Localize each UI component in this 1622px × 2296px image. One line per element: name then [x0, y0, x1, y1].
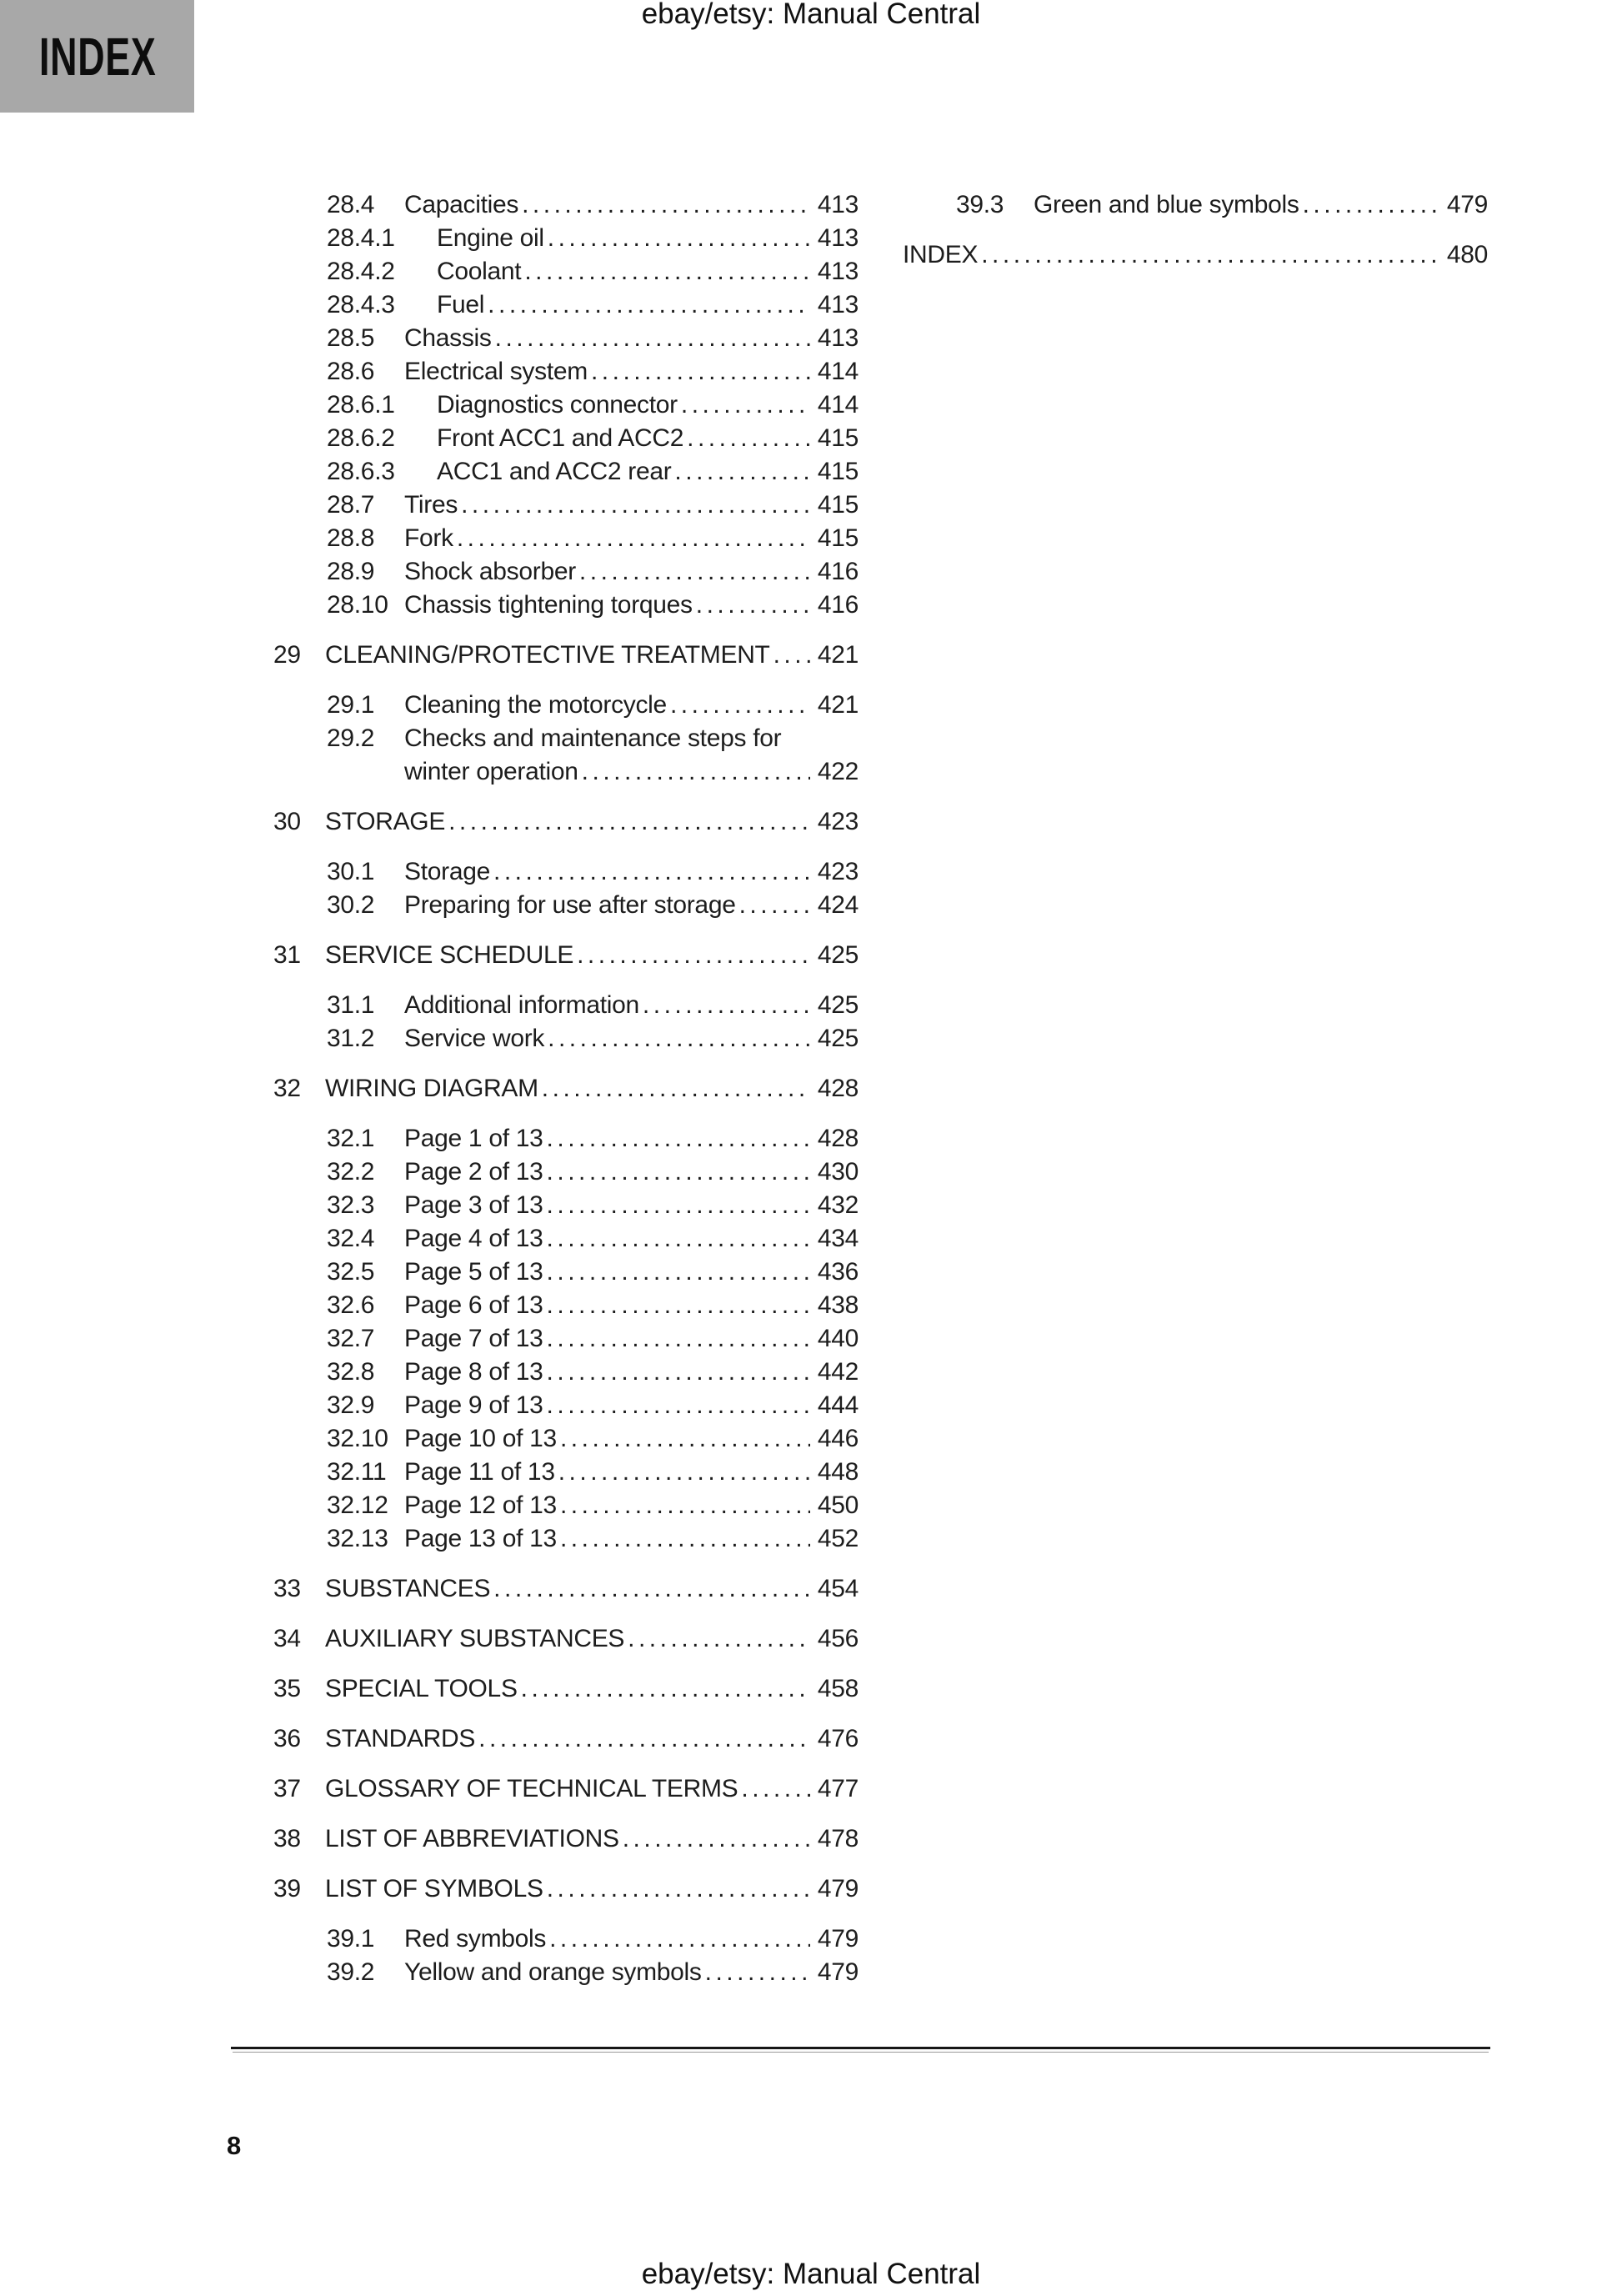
toc-entry-number: 31.1 [327, 991, 375, 1019]
toc-entry [273, 1122, 859, 1156]
toc-entry-title: LIST OF SYMBOLS [325, 1875, 543, 1902]
toc-entry-number: 28.10 [327, 591, 388, 619]
toc-entry-title: Page 3 of 13 [404, 1191, 543, 1219]
toc-entry [273, 1289, 859, 1322]
toc-entry [273, 288, 859, 322]
toc-entry-page: 425 [817, 1025, 859, 1052]
toc-entry [273, 322, 859, 355]
toc-entry [273, 855, 859, 889]
dot-leader [687, 422, 810, 455]
toc-entry-number: 32.5 [327, 1258, 375, 1286]
toc-entry [273, 1022, 859, 1055]
toc-entry-title: LIST OF ABBREVIATIONS [325, 1825, 619, 1852]
toc-entry-title: Fork [404, 524, 453, 552]
toc-entry [273, 1923, 859, 1956]
toc-entry-number: 28.6.2 [327, 424, 395, 452]
toc-entry-number: 28.6 [327, 358, 375, 385]
toc-entry-number: 31 [273, 941, 301, 969]
toc-entry [273, 1772, 859, 1806]
toc-entry [273, 1389, 859, 1422]
toc-entry [273, 1822, 859, 1856]
toc-entry [273, 1456, 859, 1489]
toc-entry [273, 1672, 859, 1706]
toc-entry-page: 414 [817, 391, 859, 419]
toc-entry-title: Fuel [437, 291, 485, 318]
toc-entry-page: 415 [817, 424, 859, 452]
toc-entry-page: 416 [817, 591, 859, 619]
header-title: ebay/etsy: Manual Central [641, 0, 981, 30]
toc-entry-title: Chassis tightening torques [404, 591, 693, 619]
toc-entry-number: 28.8 [327, 524, 375, 552]
toc-entry-title: Page 4 of 13 [404, 1225, 543, 1252]
toc-entry-number: 36 [273, 1725, 301, 1752]
toc-entry-title: SPECIAL TOOLS [325, 1675, 518, 1702]
dot-leader [521, 1672, 810, 1706]
toc-entry-page: 425 [817, 941, 859, 969]
toc-entry-page: 423 [817, 858, 859, 885]
toc-entry-page: 428 [817, 1075, 859, 1102]
dot-leader [741, 1772, 810, 1806]
dot-leader [548, 1022, 810, 1055]
toc-entry-title: GLOSSARY OF TECHNICAL TERMS [325, 1775, 738, 1802]
toc-entry [273, 1189, 859, 1222]
toc-entry [273, 805, 859, 839]
toc-entry-title: Electrical system [404, 358, 588, 385]
toc-entry-page: 413 [817, 291, 859, 318]
toc-entry-number: 32.1 [327, 1125, 375, 1152]
toc-entry-page: 452 [817, 1525, 859, 1552]
toc-entry-number: 28.4 [327, 191, 375, 218]
toc-entry-page: 438 [817, 1291, 859, 1319]
dot-leader [981, 238, 1439, 272]
toc-entry-number: 32.10 [327, 1425, 388, 1452]
toc-entry-page: 444 [817, 1391, 859, 1419]
toc-entry-page: 479 [817, 1875, 859, 1902]
toc-entry-title: SUBSTANCES [325, 1575, 491, 1602]
toc-entry [273, 1489, 859, 1522]
dot-leader [457, 522, 810, 555]
toc-entry-page: 479 [817, 1925, 859, 1953]
toc-entry [273, 639, 859, 672]
toc-entry-page: 458 [817, 1675, 859, 1702]
footer-page-number: 8 [227, 2131, 242, 2160]
toc-entry-title: STANDARDS [325, 1725, 476, 1752]
toc-entry [273, 1072, 859, 1105]
toc-entry [273, 1322, 859, 1356]
dot-leader [522, 188, 810, 222]
toc-entry-page: 432 [817, 1191, 859, 1219]
toc-entry-title: Page 11 of 13 [404, 1458, 555, 1486]
toc-entry-title: Green and blue symbols [1034, 191, 1299, 218]
dot-leader [773, 639, 810, 672]
toc-entry-number: 39.1 [327, 1925, 375, 1953]
toc-entry-page: 413 [817, 191, 859, 218]
toc-entry [273, 1872, 859, 1906]
toc-entry [273, 188, 859, 222]
toc-entry-title: Additional information [404, 991, 639, 1019]
toc-entry-title: STORAGE [325, 808, 446, 835]
toc-entry-title: Front ACC1 and ACC2 [437, 424, 684, 452]
toc-entry-page: 476 [817, 1725, 859, 1752]
toc-entry-number: 32.3 [327, 1191, 375, 1219]
dot-leader [560, 1422, 810, 1456]
toc-entry [273, 889, 859, 922]
toc-entry-page: 421 [817, 641, 859, 669]
toc-entry-title: Page 10 of 13 [404, 1425, 557, 1452]
toc-entry [273, 1722, 859, 1756]
dot-leader [547, 1389, 810, 1422]
toc-entry-title: Cleaning the motorcycle [404, 691, 667, 719]
toc-entry [273, 455, 859, 489]
toc-entry [903, 238, 1488, 272]
footer-divider [231, 2047, 1490, 2051]
toc-entry [273, 255, 859, 288]
toc-entry-number: 32.6 [327, 1291, 375, 1319]
toc-entry-page: 428 [817, 1125, 859, 1152]
dot-leader [493, 1572, 810, 1606]
toc-entry-title: Capacities [404, 191, 519, 218]
toc-entry-title: Page 9 of 13 [404, 1391, 543, 1419]
toc-entry [273, 589, 859, 622]
dot-leader [548, 222, 810, 255]
toc-entry [273, 1622, 859, 1656]
toc-entry-number: 32.8 [327, 1358, 375, 1386]
dot-leader [547, 1322, 810, 1356]
index-tab [0, 0, 194, 113]
toc-entry-title: SERVICE SCHEDULE [325, 941, 574, 969]
dot-leader [547, 1156, 810, 1189]
toc-entry-page: 414 [817, 358, 859, 385]
toc-entry-number: 32 [273, 1075, 301, 1102]
toc-entry [273, 555, 859, 589]
toc-entry-title: Storage [404, 858, 490, 885]
toc-entry [273, 222, 859, 255]
toc-entry-title: Red symbols [404, 1925, 547, 1953]
toc-entry-title: Coolant [437, 258, 522, 285]
toc-entry-page: 424 [817, 891, 859, 919]
toc-entry-title: Shock absorber [404, 558, 576, 585]
toc-entry-number: 30.2 [327, 891, 375, 919]
toc-entry-page: 479 [817, 1958, 859, 1986]
dot-leader [577, 939, 810, 972]
toc-entry-title: Page 6 of 13 [404, 1291, 543, 1319]
toc-entry-number: 38 [273, 1825, 301, 1852]
toc-entry-number: 37 [273, 1775, 301, 1802]
toc-entry-number: 28.9 [327, 558, 375, 585]
toc-entry-page: 454 [817, 1575, 859, 1602]
toc-entry-page: 422 [817, 758, 859, 785]
toc-entry-number: 28.6.3 [327, 458, 395, 485]
dot-leader [591, 355, 810, 389]
toc-entry-title: Page 2 of 13 [404, 1158, 543, 1186]
toc-entry-number: 28.7 [327, 491, 375, 519]
toc-entry-page: 415 [817, 524, 859, 552]
toc-entry-title-line2: winter operation [404, 758, 578, 785]
dot-leader [493, 855, 810, 889]
dot-leader [547, 1356, 810, 1389]
dot-leader [461, 489, 810, 522]
toc-entry [273, 1422, 859, 1456]
dot-leader [478, 1722, 810, 1756]
toc-entry-number: 28.4.2 [327, 258, 395, 285]
dot-leader [705, 1956, 810, 1989]
toc-entry-title: Page 13 of 13 [404, 1525, 557, 1552]
toc-entry-number: 32.11 [327, 1458, 387, 1486]
toc-entry [273, 355, 859, 389]
toc-entry-title: Page 7 of 13 [404, 1325, 543, 1352]
toc-entry-title: WIRING DIAGRAM [325, 1075, 538, 1102]
toc-entry [273, 489, 859, 522]
toc-entry-number: 32.4 [327, 1225, 375, 1252]
toc-column-left [273, 188, 859, 1989]
dot-leader [623, 1822, 810, 1856]
toc-entry [273, 522, 859, 555]
toc-entry [273, 1356, 859, 1389]
toc-entry [273, 1572, 859, 1606]
toc-entry-number: 29.1 [327, 691, 375, 719]
toc-entry-title: ACC1 and ACC2 rear [437, 458, 672, 485]
toc-entry [273, 422, 859, 455]
dot-leader [681, 389, 810, 422]
toc-entry-page: 442 [817, 1358, 859, 1386]
toc-entry-title: Yellow and orange symbols [404, 1958, 702, 1986]
toc-entry-number: 31.2 [327, 1025, 375, 1052]
dot-leader [558, 1456, 810, 1489]
toc-entry-number: 34 [273, 1625, 301, 1652]
dot-leader [547, 1189, 810, 1222]
toc-entry [273, 1256, 859, 1289]
dot-leader [739, 889, 810, 922]
toc-entry-title: Page 1 of 13 [404, 1125, 543, 1152]
toc-entry-page: 446 [817, 1425, 859, 1452]
dot-leader [643, 989, 810, 1022]
toc-entry-page: 436 [817, 1258, 859, 1286]
toc-entry [273, 1222, 859, 1256]
toc-entry-page: 421 [817, 691, 859, 719]
dot-leader [696, 589, 810, 622]
toc-entry-page: 413 [817, 258, 859, 285]
dot-leader [1303, 188, 1439, 222]
toc-entry-page: 477 [817, 1775, 859, 1802]
toc-entry-page: 440 [817, 1325, 859, 1352]
toc-entry [273, 689, 859, 722]
toc-entry-number: 33 [273, 1575, 301, 1602]
toc-entry [903, 188, 1488, 222]
dot-leader [547, 1222, 810, 1256]
toc-entry-number: 39.3 [956, 191, 1004, 218]
toc-entry-page: 478 [817, 1825, 859, 1852]
toc-column-right [903, 188, 1488, 1989]
toc-entry-number: 29 [273, 641, 301, 669]
toc-entry-title: Checks and maintenance steps for [404, 724, 782, 752]
toc-entry-page: 479 [1446, 191, 1488, 218]
toc-entry-title: INDEX [903, 241, 979, 268]
toc-entry-page: 423 [817, 808, 859, 835]
dot-leader [547, 1256, 810, 1289]
dot-leader [488, 288, 810, 322]
toc-entry-page: 450 [817, 1491, 859, 1519]
dot-leader [448, 805, 810, 839]
toc-entry-page: 425 [817, 991, 859, 1019]
toc-entry-page: 415 [817, 491, 859, 519]
toc-entry-title: AUXILIARY SUBSTANCES [325, 1625, 625, 1652]
toc-entry-number: 32.7 [327, 1325, 375, 1352]
toc-entry [273, 989, 859, 1022]
toc-entry-title: Chassis [404, 324, 492, 352]
toc-entry-number: 32.13 [327, 1525, 388, 1552]
toc-entry-page: 448 [817, 1458, 859, 1486]
toc-entry [273, 939, 859, 972]
toc-entry-title: Page 5 of 13 [404, 1258, 543, 1286]
footer-title: ebay/etsy: Manual Central [641, 2258, 981, 2290]
toc-entry-continuation [273, 755, 859, 789]
toc-entry-page: 413 [817, 324, 859, 352]
dot-leader [670, 689, 810, 722]
toc-entry-number: 28.4.3 [327, 291, 395, 318]
toc-entry-number: 39 [273, 1875, 301, 1902]
toc-entry [273, 1956, 859, 1989]
toc-entry-number: 28.6.1 [327, 391, 395, 419]
dot-leader [560, 1522, 810, 1556]
toc-entry-title: Tires [404, 491, 458, 519]
dot-leader [582, 755, 810, 789]
toc-entry-title: Page 8 of 13 [404, 1358, 543, 1386]
toc-entry-page: 434 [817, 1225, 859, 1252]
toc-entry-title: Page 12 of 13 [404, 1491, 557, 1519]
toc-entry-page: 430 [817, 1158, 859, 1186]
dot-leader [547, 1872, 810, 1906]
dot-leader [628, 1622, 810, 1656]
dot-leader [549, 1923, 810, 1956]
toc-entry [273, 389, 859, 422]
dot-leader [547, 1289, 810, 1322]
toc-entry-page: 456 [817, 1625, 859, 1652]
toc-entry-title: CLEANING/PROTECTIVE TREATMENT [325, 641, 770, 669]
dot-leader [542, 1072, 810, 1105]
toc-entry-number: 32.2 [327, 1158, 375, 1186]
dot-leader [579, 555, 810, 589]
toc-entry-title: Engine oil [437, 224, 544, 252]
toc-entry-number: 30.1 [327, 858, 375, 885]
toc-entry-page: 480 [1446, 241, 1488, 268]
toc-entry-page: 415 [817, 458, 859, 485]
toc-entry-number: 30 [273, 808, 301, 835]
dot-leader [547, 1122, 810, 1156]
toc-entry-number: 28.4.1 [327, 224, 395, 252]
toc-entry [273, 722, 859, 755]
toc-entry-number: 29.2 [327, 724, 375, 752]
toc-entry-number: 28.5 [327, 324, 375, 352]
toc-entry [273, 1522, 859, 1556]
toc-entry-number: 32.9 [327, 1391, 375, 1419]
dot-leader [560, 1489, 810, 1522]
toc-entry-number: 35 [273, 1675, 301, 1702]
dot-leader [495, 322, 810, 355]
toc-entry-number: 39.2 [327, 1958, 375, 1986]
dot-leader [524, 255, 810, 288]
toc-entry [273, 1156, 859, 1189]
table-of-contents [273, 188, 1488, 1989]
index-tab-label: INDEX [39, 26, 157, 87]
toc-entry-page: 413 [817, 224, 859, 252]
toc-entry-page: 416 [817, 558, 859, 585]
toc-entry-title: Preparing for use after storage [404, 891, 736, 919]
toc-entry-title: Service work [404, 1025, 545, 1052]
toc-entry-number: 32.12 [327, 1491, 388, 1519]
toc-entry-title: Diagnostics connector [437, 391, 678, 419]
dot-leader [674, 455, 810, 489]
